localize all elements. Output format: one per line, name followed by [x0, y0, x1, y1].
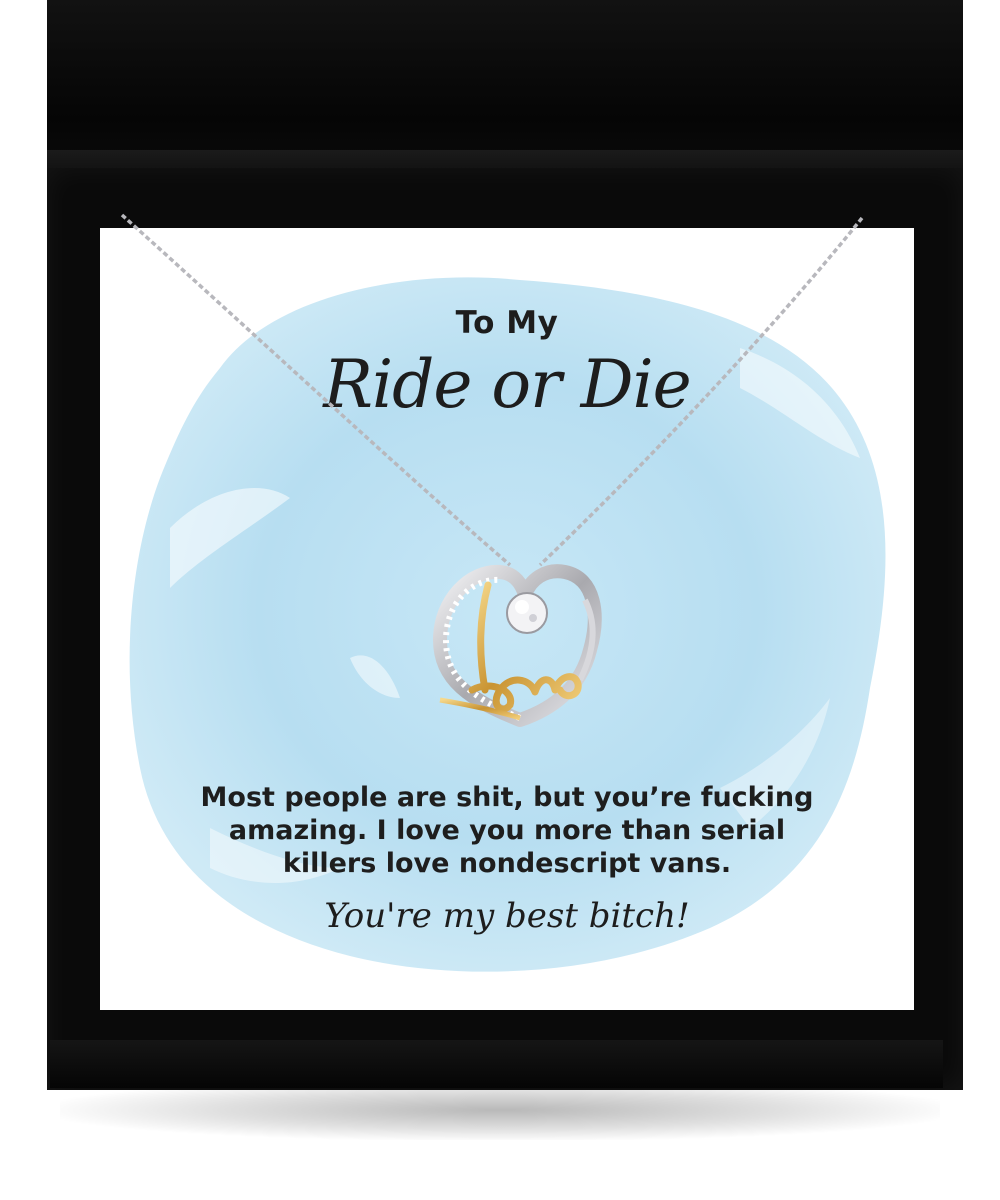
message-line: amazing. I love you more than serial — [228, 815, 786, 846]
card-greeting: To My — [455, 305, 559, 341]
message-line: Most people are shit, but you’re fucking — [200, 782, 814, 813]
message-card — [100, 228, 914, 1010]
gift-box-front-edge — [50, 1040, 943, 1088]
card-signoff: You're my best bitch! — [324, 896, 690, 936]
gift-box-lid — [47, 0, 963, 170]
message-line: killers love nondescript vans. — [282, 848, 732, 879]
card-message — [130, 781, 884, 880]
card-title: Ride or Die — [323, 346, 691, 423]
